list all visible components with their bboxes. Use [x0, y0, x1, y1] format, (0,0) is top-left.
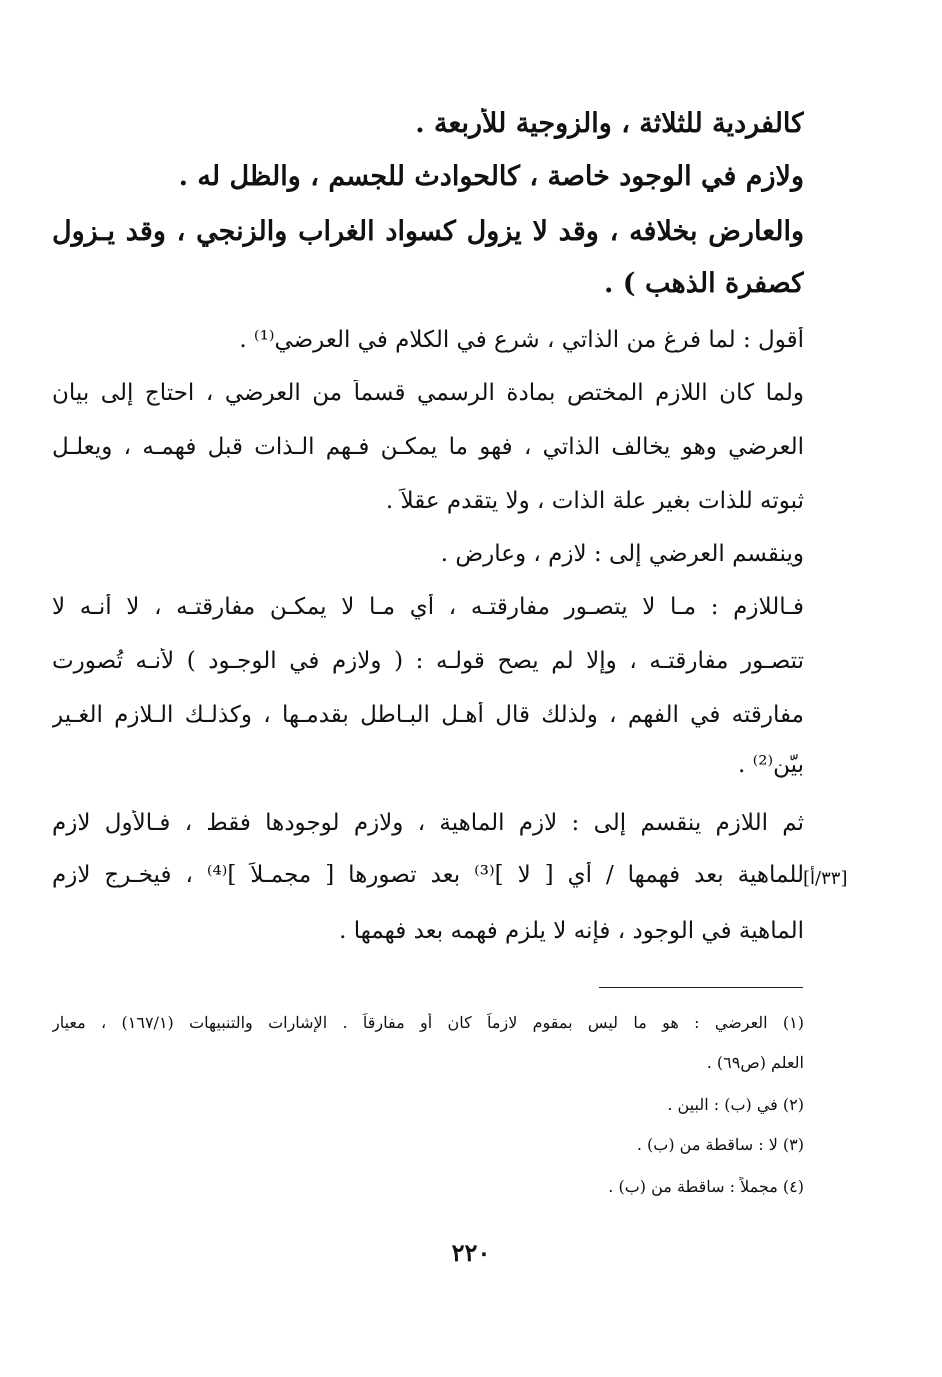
folio-reference: [٣٣/أ] — [803, 868, 848, 889]
sharh-line: تتصـور مفارقتـه ، وإلا لم يصح قولـه : ( ولازم في الوجـود ) لأنـه تُصورت — [52, 648, 804, 674]
matn-line: والعارض بخلافه ، وقد لا يزول كسواد الغراب والزنجي ، وقد يـزول — [52, 216, 804, 247]
footnote-divider — [599, 987, 803, 988]
footnote-line: (٢) في (ب) : البين . — [667, 1095, 804, 1114]
footnote-line: (٣) لا : ساقطة من (ب) . — [636, 1135, 804, 1154]
footnote-line: (٤) مجملاً : ساقطة من (ب) . — [608, 1177, 804, 1196]
matn-line: ولازم في الوجود خاصة ، كالحوادث للجسم ، والظل له . — [178, 161, 804, 192]
footnote-line: (١) العرضي : هو ما ليس بمقوم لازماً كان أو مفارقاً . الإشارات والتنبيهات (١٦٧/١) ، معيار — [52, 1013, 804, 1032]
sharh-line: للماهية بعد فهمها / أي [ لا ]⁽³⁾ بعد تصورها [ مجمـلاً ]⁽⁴⁾ ، فيخـرج لازم — [52, 862, 804, 888]
sharh-line: بيّن⁽²⁾ . — [737, 752, 804, 778]
matn-line: كالفردية للثلاثة ، والزوجية للأربعة . — [415, 108, 804, 139]
sharh-line: أقول : لما فرغ من الذاتي ، شرع في الكلام في العرضي⁽¹⁾ . — [239, 327, 804, 353]
sharh-line: الماهية في الوجود ، فإنه لا يلزم فهمه بعد فهمها . — [339, 918, 804, 944]
sharh-line: مفارقته في الفهم ، ولذلك قال أهـل البـاطل بقدمـها ، وكذلـك الـلازم الغـير — [52, 702, 804, 728]
sharh-line: العرضي وهو يخالف الذاتي ، فهو ما يمكـن فـهم الـذات قبل فهمـه ، ويعلـل — [52, 434, 804, 460]
sharh-line: فـاللازم : مـا لا يتصـور مفارقتـه ، أي مـا لا يمكـن مفارقتـه ، لا أنـه لا — [52, 594, 804, 620]
footnote-line: العلم (ص٦٩) . — [706, 1053, 804, 1072]
matn-line: كصفرة الذهب ) . — [604, 268, 804, 299]
sharh-line: ثبوته للذات بغير علة الذات ، ولا يتقدم عقلاً . — [385, 488, 804, 514]
sharh-line: ولما كان اللازم المختص بمادة الرسمي قسماً من العرضي ، احتاج إلى بيان — [52, 380, 804, 406]
page-number: ٢٢٠ — [451, 1238, 491, 1267]
sharh-line: وينقسم العرضي إلى : لازم ، وعارض . — [440, 541, 804, 567]
sharh-line: ثم اللازم ينقسم إلى : لازم الماهية ، ولازم لوجودها فقط ، فـالأول لازم — [52, 810, 804, 836]
